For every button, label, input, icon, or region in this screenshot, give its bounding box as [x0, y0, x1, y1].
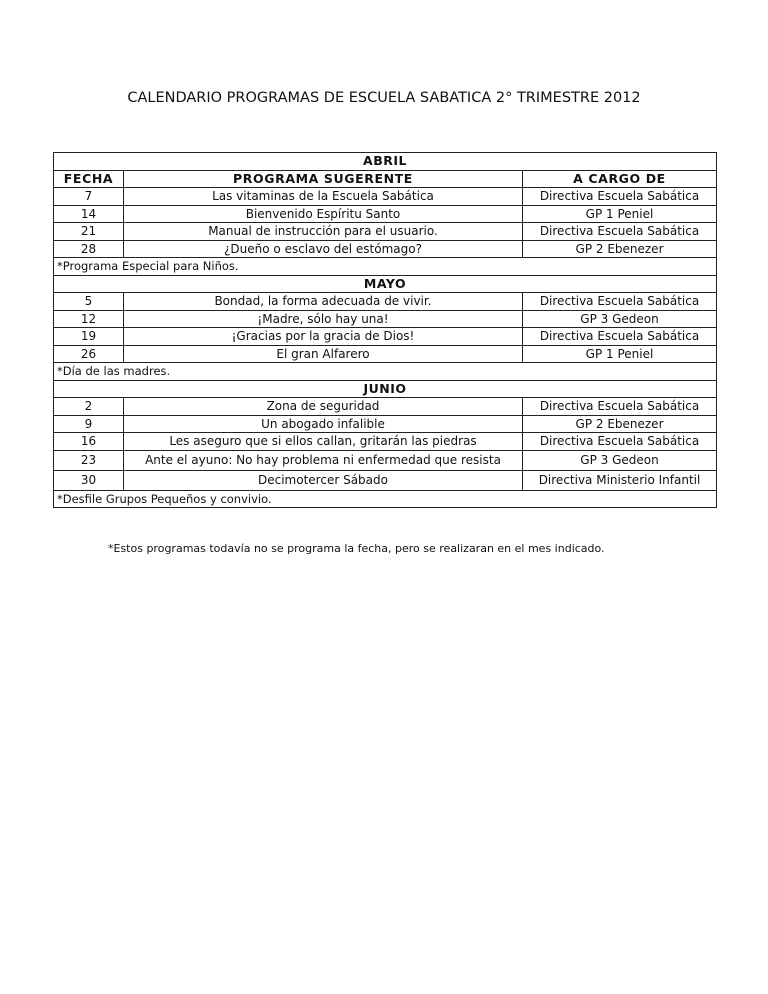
header-cargo: A CARGO DE — [523, 170, 717, 188]
fecha-cell: 7 — [54, 188, 124, 206]
programa-cell: El gran Alfarero — [124, 345, 523, 363]
cargo-cell: Directiva Escuela Sabática — [523, 223, 717, 241]
month-row-mayo — [54, 275, 717, 293]
cargo-cell: Directiva Escuela Sabática — [523, 398, 717, 416]
fecha-cell: 5 — [54, 293, 124, 311]
table-row — [54, 310, 717, 328]
programa-cell: Un abogado infalible — [124, 415, 523, 433]
programa-cell: Zona de seguridad — [124, 398, 523, 416]
month-note: *Programa Especial para Niños. — [54, 258, 717, 276]
note-row — [54, 363, 717, 381]
table-row — [54, 205, 717, 223]
fecha-cell: 16 — [54, 433, 124, 451]
table-row — [54, 345, 717, 363]
header-programa: PROGRAMA SUGERENTE — [124, 170, 523, 188]
fecha-cell: 28 — [54, 240, 124, 258]
cargo-cell: GP 1 Peniel — [523, 345, 717, 363]
table-row — [54, 433, 717, 451]
cargo-cell: Directiva Escuela Sabática — [523, 328, 717, 346]
table-row — [54, 470, 717, 490]
page-title: CALENDARIO PROGRAMAS DE ESCUELA SABATICA 2° TRIMESTRE 2012 — [127, 90, 641, 106]
month-title: JUNIO — [54, 380, 717, 398]
cargo-cell: Directiva Escuela Sabática — [523, 433, 717, 451]
programa-cell: Bondad, la forma adecuada de vivir. — [124, 293, 523, 311]
month-row-abril — [54, 153, 717, 171]
month-note: *Desfile Grupos Pequeños y convivio. — [54, 490, 717, 508]
footnote: *Estos programas todavía no se programa la fecha, pero se realizaran en el mes indicado. — [108, 542, 605, 555]
cargo-cell: GP 3 Gedeon — [523, 310, 717, 328]
programa-cell: ¿Dueño o esclavo del estómago? — [124, 240, 523, 258]
fecha-cell: 14 — [54, 205, 124, 223]
table-row — [54, 328, 717, 346]
programa-cell: Les aseguro que si ellos callan, gritarán las piedras — [124, 433, 523, 451]
programa-cell: Decimotercer Sábado — [124, 470, 523, 490]
fecha-cell: 12 — [54, 310, 124, 328]
cargo-cell: Directiva Ministerio Infantil — [523, 470, 717, 490]
month-note: *Día de las madres. — [54, 363, 717, 381]
cargo-cell: Directiva Escuela Sabática — [523, 293, 717, 311]
fecha-cell: 23 — [54, 450, 124, 470]
cargo-cell: GP 2 Ebenezer — [523, 415, 717, 433]
programa-cell: Manual de instrucción para el usuario. — [124, 223, 523, 241]
cargo-cell: Directiva Escuela Sabática — [523, 188, 717, 206]
table-row — [54, 188, 717, 206]
programa-cell: Bienvenido Espíritu Santo — [124, 205, 523, 223]
table-row — [54, 398, 717, 416]
programa-cell: ¡Gracias por la gracia de Dios! — [124, 328, 523, 346]
note-row — [54, 258, 717, 276]
header-fecha: FECHA — [54, 170, 124, 188]
month-row-junio — [54, 380, 717, 398]
table-row — [54, 450, 717, 470]
month-title: MAYO — [54, 275, 717, 293]
programa-cell: ¡Madre, sólo hay una! — [124, 310, 523, 328]
schedule-table — [53, 152, 717, 508]
fecha-cell: 19 — [54, 328, 124, 346]
programa-cell: Ante el ayuno: No hay problema ni enfermedad que resista — [124, 450, 523, 470]
month-title: ABRIL — [54, 153, 717, 171]
fecha-cell: 26 — [54, 345, 124, 363]
fecha-cell: 9 — [54, 415, 124, 433]
fecha-cell: 21 — [54, 223, 124, 241]
fecha-cell: 30 — [54, 470, 124, 490]
table-row — [54, 293, 717, 311]
cargo-cell: GP 1 Peniel — [523, 205, 717, 223]
cargo-cell: GP 2 Ebenezer — [523, 240, 717, 258]
programa-cell: Las vitaminas de la Escuela Sabática — [124, 188, 523, 206]
table-row — [54, 415, 717, 433]
table-row — [54, 240, 717, 258]
header-row — [54, 170, 717, 188]
cargo-cell: GP 3 Gedeon — [523, 450, 717, 470]
fecha-cell: 2 — [54, 398, 124, 416]
note-row — [54, 490, 717, 508]
table-row — [54, 223, 717, 241]
